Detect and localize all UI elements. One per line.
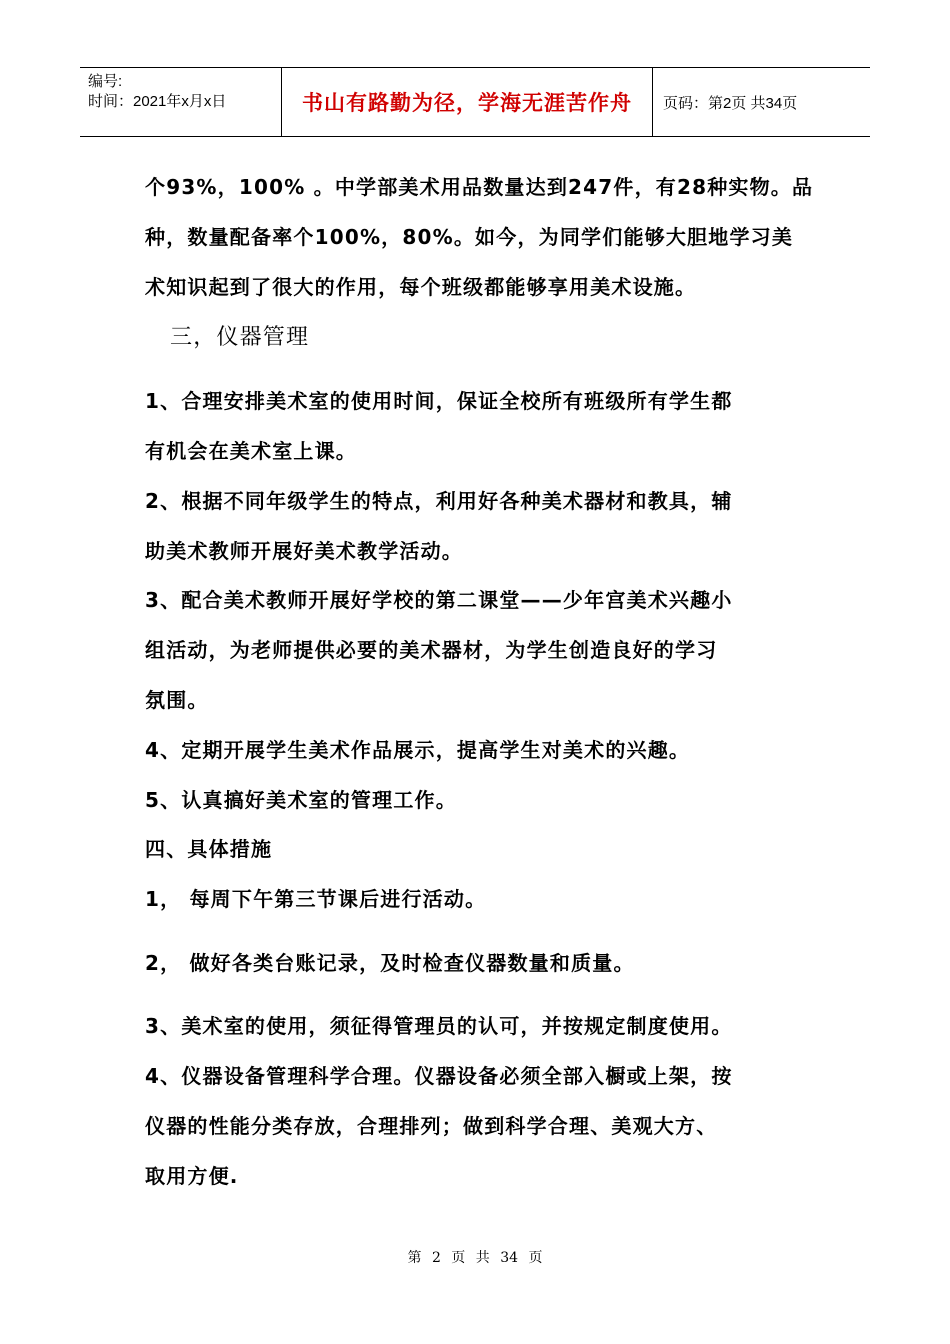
body-line: 组活动，为老师提供必要的美术器材，为学生创造良好的学习 <box>145 638 718 662</box>
body-line: 助美术教师开展好美术教学活动。 <box>145 539 463 563</box>
body-line: 氛围。 <box>145 688 209 712</box>
number-label: 编号: <box>88 73 123 90</box>
section-heading: 三，仪器管理 <box>170 325 310 350</box>
body-line: 术知识起到了很大的作用，每个班级都能够享用美术设施。 <box>145 275 697 299</box>
page-footer: 第 2 页 共 34 页 <box>407 1250 543 1266</box>
body-line: 3、配合美术教师开展好学校的第二课堂——少年宫美术兴趣小 <box>145 588 733 612</box>
body-line: 有机会在美术室上课。 <box>145 439 357 463</box>
header-motto: 书山有路勤为径，学海无涯苦作舟 <box>302 91 632 115</box>
section-heading: 四、具体措施 <box>145 837 273 861</box>
body-line: 个93%，100% 。中学部美术用品数量达到247件，有28种实物。品 <box>145 175 814 199</box>
body-line: 2， 做好各类台账记录，及时检查仪器数量和质量。 <box>145 951 635 975</box>
body-line: 4、仪器设备管理科学合理。仪器设备必须全部入橱或上架，按 <box>145 1064 733 1088</box>
page-header <box>80 67 870 137</box>
body-line: 仪器的性能分类存放，合理排列；做到科学合理、美观大方、 <box>145 1114 718 1138</box>
time-label: 时间：2021年x月x日 <box>88 93 227 110</box>
body-line: 2、根据不同年级学生的特点，利用好各种美术器材和教具，辅 <box>145 489 733 513</box>
body-line: 1、合理安排美术室的使用时间，保证全校所有班级所有学生都 <box>145 389 733 413</box>
body-line: 1， 每周下午第三节课后进行活动。 <box>145 887 487 911</box>
header-motto-cell <box>281 68 653 136</box>
header-page-info: 页码：第2页 共34页 <box>663 94 798 112</box>
body-line: 取用方便. <box>145 1164 239 1188</box>
body-line: 5、认真搞好美术室的管理工作。 <box>145 788 457 812</box>
body-line: 4、定期开展学生美术作品展示，提高学生对美术的兴趣。 <box>145 738 691 762</box>
body-line: 3、美术室的使用，须征得管理员的认可，并按规定制度使用。 <box>145 1014 733 1038</box>
header-meta <box>80 68 281 136</box>
body-line: 种，数量配备率个100%，80%。如今，为同学们能够大胆地学习美 <box>145 225 794 249</box>
